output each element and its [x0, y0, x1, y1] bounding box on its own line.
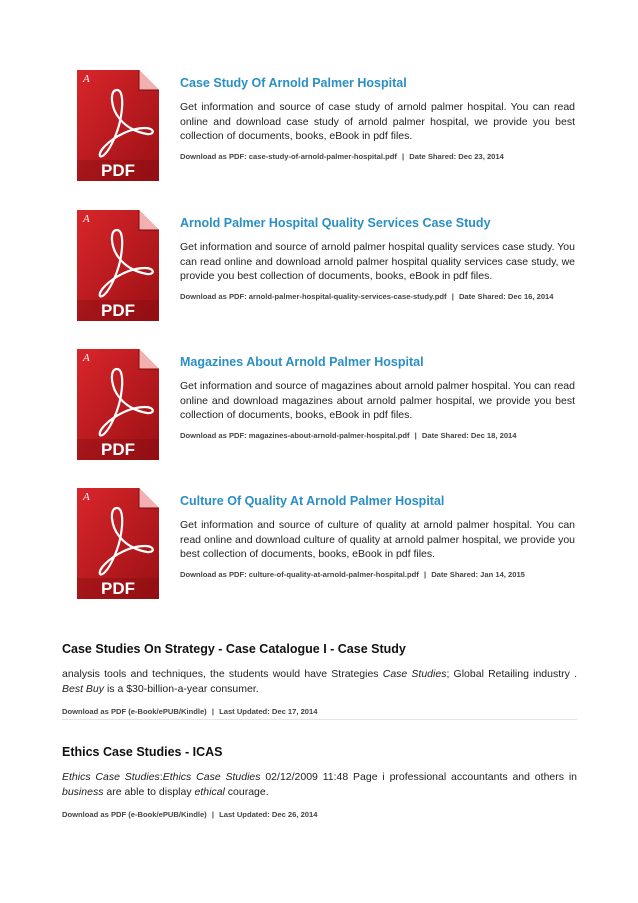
pdf-result-meta — [180, 291, 575, 302]
pdf-icon-label: PDF — [101, 440, 135, 459]
snippet-text: analysis tools and techniques, the students would have Strategies — [62, 668, 383, 680]
pdf-result-meta — [180, 569, 575, 580]
meta-separator: | — [423, 569, 427, 579]
snippet-emphasis: business — [62, 786, 104, 798]
pdf-download-link[interactable]: magazines-about-arnold-palmer-hospital.pdf — [248, 430, 410, 440]
pdf-result-title[interactable]: Culture Of Quality At Arnold Palmer Hospital — [180, 494, 445, 508]
pdf-result-item — [75, 347, 575, 467]
search-result-title[interactable]: Ethics Case Studies - ICAS — [62, 745, 223, 759]
pdf-result-description: Get information and source of culture of quality at arnold palmer hospital. You can read online and download culture of quality at arnold palmer hospital, we provide you best collection of documents, books, eBook in pdf files. — [180, 519, 575, 560]
date-label: Date Shared: — [409, 151, 457, 161]
date-label: Date Shared: — [458, 291, 506, 301]
date-shared: Jan 14, 2015 — [480, 569, 525, 579]
pdf-download-link[interactable]: case-study-of-arnold-palmer-hospital.pdf — [248, 151, 397, 161]
date-shared: Dec 23, 2014 — [458, 151, 504, 161]
pdf-result-item — [75, 68, 575, 188]
snippet-text: 02/12/2009 11:48 Page i professional accountants and others in — [260, 771, 577, 783]
date-shared: Dec 16, 2014 — [507, 291, 554, 301]
pdf-file-icon[interactable] — [75, 347, 161, 462]
search-result-snippet — [62, 667, 577, 697]
pdf-file-icon[interactable] — [75, 208, 161, 323]
meta-separator: | — [402, 151, 405, 161]
pdf-result-meta — [180, 151, 575, 162]
pdf-result-title[interactable]: Magazines About Arnold Palmer Hospital — [180, 355, 424, 369]
date-shared: Dec 18, 2014 — [470, 430, 517, 440]
search-result-meta — [62, 706, 577, 717]
pdf-file-icon[interactable] — [75, 68, 161, 183]
svg-text:A: A — [83, 73, 90, 85]
pdf-icon-label: PDF — [101, 161, 135, 180]
snippet-emphasis: Ethics Case Studies — [162, 771, 261, 783]
snippet-text: : — [159, 771, 163, 783]
download-label: Download as PDF: — [180, 569, 247, 579]
meta-separator: | — [211, 810, 214, 819]
pdf-result-body — [180, 486, 575, 580]
last-updated-date: Dec 17, 2014 — [271, 707, 318, 716]
snippet-emphasis: Best Buy — [62, 683, 105, 695]
snippet-text: courage. — [224, 786, 269, 798]
pdf-icon-label: PDF — [101, 579, 135, 598]
svg-text:A: A — [83, 491, 90, 503]
snippet-text: ; Global Retailing industry . — [446, 668, 577, 680]
last-updated-date: Dec 26, 2014 — [271, 810, 318, 819]
download-pdf-link[interactable]: Download as PDF (e-Book/ePUB/Kindle) — [62, 707, 207, 716]
last-updated-label: Last Updated: — [219, 810, 270, 819]
pdf-download-link[interactable]: culture-of-quality-at-arnold-palmer-hospital.pdf — [248, 569, 419, 579]
download-pdf-link[interactable]: Download as PDF (e-Book/ePUB/Kindle) — [62, 810, 207, 819]
date-label: Date Shared: — [431, 569, 479, 579]
pdf-result-description: Get information and source of magazines about arnold palmer hospital. You can read online and download magazines about arnold palmer hospital, we provide you best collection of documents, books, eBook in pdf files. — [180, 380, 575, 421]
snippet-text: are able to display — [103, 786, 195, 798]
result-divider — [62, 719, 577, 720]
pdf-result-title[interactable]: Arnold Palmer Hospital Quality Services Case Study — [180, 216, 491, 230]
meta-separator: | — [211, 707, 214, 716]
pdf-result-description: Get information and source of case study of arnold palmer hospital. You can read online and download case study of arnold palmer hospital, we provide you best collection of documents, books, eBook in pdf files. — [180, 101, 575, 142]
meta-separator: | — [451, 291, 454, 301]
svg-text:A: A — [83, 213, 90, 225]
search-result-title[interactable]: Case Studies On Strategy - Case Catalogue I - Case Study — [62, 642, 406, 656]
snippet-emphasis: Ethics Case Studies — [62, 771, 160, 783]
last-updated-label: Last Updated: — [219, 707, 270, 716]
pdf-result-body — [180, 208, 575, 302]
pdf-icon-label: PDF — [101, 301, 135, 320]
download-label: Download as PDF: — [180, 291, 247, 301]
pdf-file-icon[interactable] — [75, 486, 161, 601]
pdf-result-body — [180, 347, 575, 441]
svg-text:A: A — [83, 352, 90, 364]
download-label: Download as PDF: — [180, 430, 247, 440]
pdf-download-link[interactable]: arnold-palmer-hospital-quality-services-case-study.pdf — [248, 291, 447, 301]
pdf-result-item — [75, 486, 575, 606]
search-result-meta — [62, 809, 577, 820]
search-result-snippet — [62, 770, 577, 800]
meta-separator: | — [414, 430, 417, 440]
pdf-result-description: Get information and source of arnold palmer hospital quality services case study. You can read online and download arnold palmer hospital quality services case study, we provide you best collection of documents, books, eBook in pdf files. — [180, 241, 575, 282]
pdf-result-item — [75, 208, 575, 328]
download-label: Download as PDF: — [180, 151, 247, 161]
date-label: Date Shared: — [421, 430, 469, 440]
pdf-result-title[interactable]: Case Study Of Arnold Palmer Hospital — [180, 76, 407, 90]
pdf-result-body — [180, 68, 575, 162]
snippet-emphasis: ethical — [194, 786, 225, 798]
search-result-item — [62, 745, 577, 820]
snippet-emphasis: Case Studies — [382, 668, 447, 680]
snippet-text: is a $30-billion-a-year consumer. — [104, 683, 259, 695]
pdf-result-meta — [180, 430, 575, 441]
search-result-item — [62, 642, 577, 717]
